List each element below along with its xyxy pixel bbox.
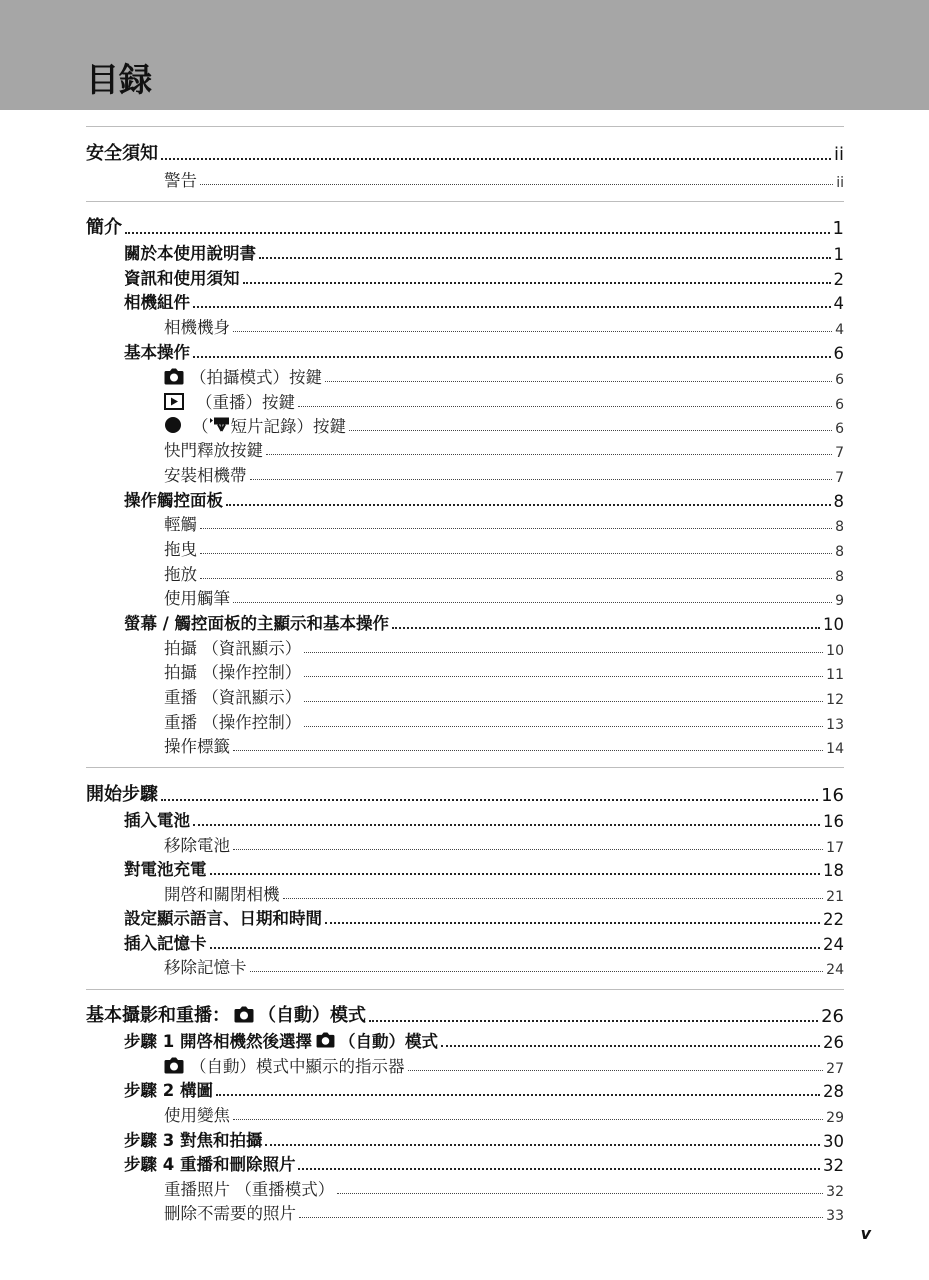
toc-label: 使用觸筆 [164,589,230,608]
toc-page: 10 [823,615,844,634]
toc-page: 16 [821,785,844,806]
dot-leader [325,381,832,382]
toc-entry-step2[interactable] [124,1077,844,1101]
toc-entry-step4[interactable] [124,1151,844,1175]
toc-label: （自動）模式 [338,1032,438,1051]
toc-entry-drag[interactable] [164,536,844,560]
toc-page: 12 [826,692,844,708]
dot-leader [193,306,831,308]
toc-label: 開啓和關閉相機 [164,885,280,904]
toc-page: 7 [835,445,844,461]
toc-entry-monitor-display[interactable] [124,610,844,634]
dot-leader [125,232,830,234]
toc-page: 22 [823,910,844,929]
toc-page: 8 [835,544,844,560]
toc-label: 拍攝 （操作控制） [164,663,302,682]
toc-label: 輕觸 [164,515,197,534]
dot-leader [304,676,823,677]
dot-leader [266,454,832,455]
toc-page: 7 [835,470,844,486]
toc-label-prefix: 步驟 1 開啓相機然後選擇 [124,1032,312,1051]
toc-entry-shooting-controls[interactable] [164,659,844,683]
page-number: v [860,1224,871,1243]
toc-label: 移除記憶卡 [164,958,247,977]
toc-page: 18 [823,861,844,880]
toc-entry-introduction[interactable] [86,215,844,239]
toc-page: 26 [821,1006,844,1027]
toc-page: ii [833,144,844,165]
toc-page: 14 [826,741,844,757]
dot-leader [210,873,821,875]
toc-label-prefix: （ [192,417,209,436]
toc-label: 操作標籤 [164,737,230,756]
toc-entry-insert-card[interactable] [124,930,844,954]
toc-entry-power-on-off[interactable] [164,881,844,905]
toc-entry-warning[interactable] [164,167,844,191]
toc-label: （重播）按鍵 [196,393,295,412]
dot-leader [369,1020,818,1022]
toc-label: 使用變焦 [164,1106,230,1125]
toc-page: 6 [835,372,844,388]
dot-leader [200,184,833,185]
dot-leader [193,824,820,826]
dot-leader [226,504,831,506]
toc-entry-charge-battery[interactable] [124,856,844,880]
toc-page: 33 [826,1208,844,1224]
playback-icon [164,393,184,410]
toc-label: 插入記憶卡 [124,934,207,953]
toc-entry-safety[interactable] [86,141,844,165]
toc-entry-insert-battery[interactable] [124,807,844,831]
toc-label: 拖曳 [164,540,197,559]
toc-entry-playback-button[interactable] [164,389,844,413]
dot-leader [233,1119,823,1120]
toc-label: 移除電池 [164,836,230,855]
toc-entry-remove-card[interactable] [164,954,844,978]
dot-leader [193,356,831,358]
toc-entry-playback-info[interactable] [164,684,844,708]
dot-leader [161,799,818,801]
page-title: 目録 [86,60,152,99]
dot-leader [200,553,832,554]
toc-label: 步驟 2 構圖 [124,1081,213,1100]
dot-leader [441,1045,820,1047]
section-divider [86,767,844,768]
toc-page: 24 [826,962,844,978]
toc-page: 17 [826,840,844,856]
toc-entry-delete-photos[interactable] [164,1200,844,1224]
toc-page: 11 [826,667,844,683]
toc-page: 21 [826,889,844,905]
toc-page: 8 [835,519,844,535]
dot-leader [304,726,823,727]
toc-label: 步驟 4 重播和刪除照片 [124,1155,296,1174]
section-divider [86,989,844,990]
toc-entry-step3[interactable] [124,1127,844,1151]
toc-page: 2 [833,270,844,289]
dot-leader [233,602,832,603]
dot-leader [200,578,832,579]
toc-page: 1 [833,245,844,264]
toc-entry-first-steps[interactable] [86,782,844,806]
dot-leader [216,1094,820,1096]
toc-page: 9 [835,593,844,609]
toc-page: 32 [823,1156,844,1175]
toc-page: 6 [833,344,844,363]
toc-label: （自動）模式 [258,1005,366,1026]
camera-icon [164,368,184,385]
toc-page: 27 [826,1061,844,1077]
toc-label: 簡介 [86,217,122,238]
dot-leader [304,652,823,653]
toc-label: 基本操作 [124,343,190,362]
record-dot-icon [164,416,182,434]
toc-entry-movie-button[interactable] [164,413,844,437]
toc-entry-language-date[interactable] [124,905,844,929]
toc-page: 28 [823,1082,844,1101]
toc-entry-touch-panel[interactable] [124,487,844,511]
dot-leader [233,849,823,850]
dot-leader [200,528,832,529]
dot-leader [408,1070,824,1071]
toc-label: 拍攝 （資訊顯示） [164,639,302,658]
toc-entry-basic-photography[interactable] [86,1003,844,1027]
toc-label: 短片記錄）按鍵 [230,417,346,436]
camera-icon [234,1006,254,1023]
toc-entry-tabs[interactable] [164,733,844,757]
toc-label: 重播照片 （重播模式） [164,1180,335,1199]
toc-page: 6 [835,421,844,437]
toc-page: 8 [835,569,844,585]
toc-entry-zoom[interactable] [164,1102,844,1126]
dot-leader [265,1144,820,1146]
toc-label: 對電池充電 [124,860,207,879]
toc-entry-remove-battery[interactable] [164,832,844,856]
dot-leader [210,947,821,949]
toc-entry-shooting-mode-button[interactable] [164,364,844,388]
toc-label: 設定顯示語言、日期和時間 [124,909,322,928]
toc-label: （拍攝模式）按鍵 [190,368,322,387]
toc-entry-camera-body[interactable] [164,314,844,338]
toc-label-prefix: 基本攝影和重播： [86,1005,230,1026]
toc-page: 29 [826,1110,844,1126]
toc-page: 8 [833,492,844,511]
dot-leader [337,1193,823,1194]
toc-entry-info-notes[interactable] [124,265,844,289]
dot-leader [283,898,824,899]
toc-entry-drag-drop[interactable] [164,561,844,585]
dot-leader [325,922,820,924]
dot-leader [298,406,832,407]
toc-label: 插入電池 [124,811,190,830]
toc-label: 操作觸控面板 [124,491,223,510]
dot-leader [161,158,831,160]
toc-entry-basic-operations[interactable] [124,339,844,363]
toc-entry-auto-indicators[interactable] [164,1053,844,1077]
camera-icon [164,1057,184,1074]
toc-label: 重播 （資訊顯示） [164,688,302,707]
toc-page: 6 [835,397,844,413]
toc-entry-camera-parts[interactable] [124,289,844,313]
dot-leader [392,627,820,629]
toc-page: 16 [823,812,844,831]
toc-entry-about-manual[interactable] [124,240,844,264]
dot-leader [259,257,831,259]
dot-leader [233,331,832,332]
toc-label: 開始步驟 [86,784,158,805]
dot-leader [299,1217,823,1218]
toc-page: ii [836,175,844,191]
toc-entry-strap[interactable] [164,462,844,486]
toc-page: 4 [835,322,844,338]
toc-label: 拖放 [164,565,197,584]
toc-entry-shutter-button[interactable] [164,437,844,461]
toc-entry-tap[interactable] [164,511,844,535]
dot-leader [304,701,823,702]
toc-entry-playback-photos[interactable] [164,1176,844,1200]
toc-page: 13 [826,717,844,733]
toc-page: 26 [823,1033,844,1052]
toc-label: 安全須知 [86,143,158,164]
section-divider [86,201,844,202]
toc-page: 10 [826,643,844,659]
toc-page: 30 [823,1132,844,1151]
toc-label: 快門釋放按鍵 [164,441,263,460]
toc-label: 安裝相機帶 [164,466,247,485]
dot-leader [250,971,824,972]
toc-entry-shooting-info[interactable] [164,635,844,659]
section-divider [86,126,844,127]
toc-label: 步驟 3 對焦和拍攝 [124,1131,263,1150]
movie-camera-icon [209,416,231,434]
toc-label: 相機機身 [164,318,230,337]
toc-label: 關於本使用說明書 [124,244,256,263]
toc-label: 相機組件 [124,293,190,312]
toc-page: 24 [823,935,844,954]
toc-entry-playback-controls[interactable] [164,709,844,733]
toc-page: 4 [833,294,844,313]
toc-label: 資訊和使用須知 [124,269,240,288]
toc-page: 32 [826,1184,844,1200]
dot-leader [298,1168,820,1170]
toc-entry-step1[interactable] [124,1028,844,1052]
camera-icon [316,1032,335,1048]
toc-page: 1 [832,218,844,239]
toc-entry-stylus[interactable] [164,585,844,609]
dot-leader [250,479,833,480]
dot-leader [349,430,832,431]
toc-label: 螢幕 / 觸控面板的主顯示和基本操作 [124,614,390,633]
toc-label: （自動）模式中顯示的指示器 [190,1057,405,1076]
toc-label: 警告 [164,171,197,190]
dot-leader [233,750,823,751]
toc-label: 刪除不需要的照片 [164,1204,296,1223]
dot-leader [243,282,831,284]
toc-label: 重播 （操作控制） [164,713,302,732]
